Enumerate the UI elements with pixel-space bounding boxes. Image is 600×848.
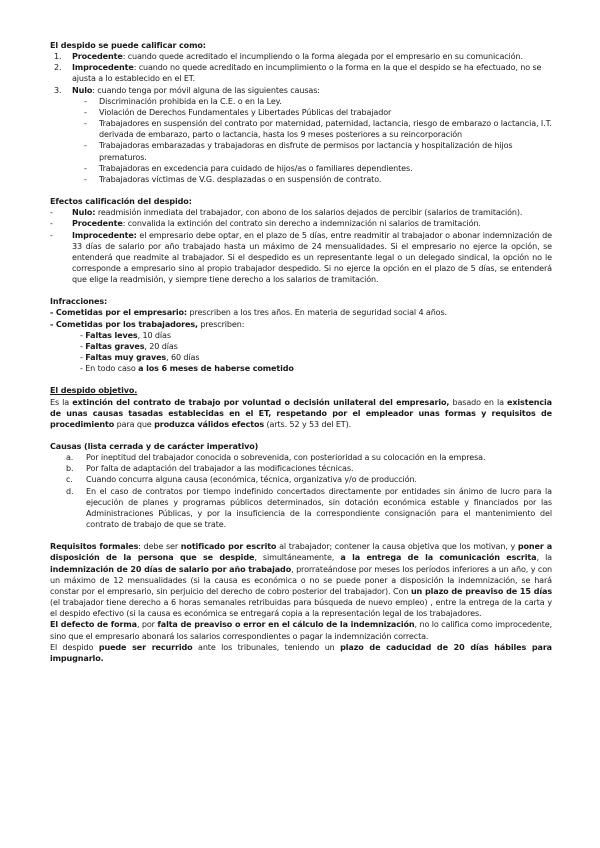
list-item: - Trabajadoras en excedencia para cuidado de hijos/as o familiares dependientes. bbox=[84, 163, 413, 173]
section-title-causas: Causas (lista cerrada y de carácter imperativo) bbox=[50, 442, 259, 451]
section-title-infracciones: Infracciones: bbox=[50, 297, 108, 307]
list-item: - Procedente: convalida la extinción del contrato sin derecho a indemnización ni salarios de tramitación. bbox=[50, 219, 481, 229]
list-item: - Trabajadores en suspensión del contrato por maternidad, paternidad, lactancia, riesgo de embarazo o lactancia, I.T. derivada de embarazo, parto o lactancia, hasta los 9 meses posteriores a su reincorporación bbox=[84, 119, 552, 140]
infracciones-empresario: - Cometidas por el empresario: prescriben a los tres años. En materia de seguridad social 4 años. bbox=[50, 308, 447, 318]
section-title-objetivo: El despido objetivo. bbox=[50, 386, 138, 396]
list-item: - Trabajadoras embarazadas y trabajadoras en disfrute de permisos por lactancia y hospitalización de hijos prematuros. bbox=[84, 141, 513, 162]
section-title-efectos: Efectos calificación del despido: bbox=[50, 197, 192, 207]
list-item: 3. Nulo: cuando tenga por móvil alguna de las siguientes causas: bbox=[54, 85, 320, 95]
list-item: - Faltas graves, 20 días bbox=[80, 341, 178, 351]
objetivo-paragraph: Es la extinción del contrato de trabajo por voluntad o decisión unilateral del empresario, basado en la existencia de unas causas tasadas establecidas en el ET, respetando por el empleador unas formas y requisitos de procedimiento para que produzca válidos efectos (arts. 52 y 53 del ET). bbox=[50, 397, 552, 429]
defecto-forma-paragraph: El defecto de forma, por falta de preaviso o error en el cálculo de la indemnización, no lo califica como improcedente, sino que el empresario abonará los salarios correspondientes o pagar la indemnización correcta. bbox=[50, 620, 553, 641]
section-title-despido: El despido se puede calificar como: bbox=[50, 41, 206, 50]
list-item: - Improcedente: el empresario debe optar, en el plazo de 5 días, entre readmitir al trabajador o abonar indemnización de 33 días de salario por año trabajado hasta un máximo de 24 mensualidades. Si el empresario no ejerce la opción, se entenderá que readmite al trabajador. Si el despedido es un representante legal o un delegado sindical, la opción no le corresponde a empresario sino al propio trabajador despedido. Si no ejerce la opción en el plazo de 5 días, se entenderá que elige la readmisión, y siempre tiene derecho a los salarios de tramitación. bbox=[50, 230, 552, 285]
list-item: a. Por ineptitud del trabajador conocida o sobrevenida, con posterioridad a su colocación en la empresa. bbox=[66, 453, 486, 463]
list-item: - Faltas muy graves, 60 días bbox=[80, 353, 200, 363]
list-item: b. Por falta de adaptación del trabajador a las modificaciones técnicas. bbox=[66, 464, 354, 474]
list-item: - En todo caso a los 6 meses de haberse cometido bbox=[80, 364, 294, 374]
list-item: 2. Improcedente: cuando no quede acreditado en incumplimiento o la forma en la que el despido se ha efectuado, no se ajusta a lo establecido en el ET. bbox=[54, 63, 542, 84]
document-page bbox=[50, 40, 552, 664]
list-item: - Violación de Derechos Fundamentales y Libertades Públicas del trabajador bbox=[84, 107, 392, 117]
recurso-paragraph: El despido puede ser recurrido ante los tribunales, teniendo un plazo de caducidad de 20 días hábiles para impugnarlo. bbox=[50, 642, 552, 663]
list-item: - Nulo: readmisión inmediata del trabajador, con abono de los salarios dejados de percibir (salarios de tramitación). bbox=[50, 208, 523, 218]
list-item: - Trabajadoras víctimas de V.G. desplazadas o en suspensión de contrato. bbox=[84, 174, 382, 184]
requisitos-paragraph: Requisitos formales: debe ser notificado por escrito al trabajador; contener la causa objetiva que los motivan, y poner a disposición de la persona que se despide, simultáneamente, a la entrega de la comunicación escrita, la indemnización de 20 días de salario por año trabajado, prorrateándose por meses los períodos inferiores a un año, y con un máximo de 12 mensualidades (si la causa es económica o no se puede poner a disposición la indemnización, se hará constar por el empresario, sin perjuicio del derecho de cobro posterior del trabajador). Con un plazo de preaviso de 15 días (el trabajador tiene derecho a 6 horas semanales retribuidas para búsqueda de nuevo empleo) , entre la entrega de la carta y el despido efectivo (si la causa es económica se entregará copia a la representación legal de los trabajadores. bbox=[50, 542, 553, 619]
list-item: - Discriminación prohibida en la C.E. o en la Ley. bbox=[84, 96, 282, 106]
list-item: d. En el caso de contratos por tiempo indefinido concertados directamente por entidades sin ánimo de lucro para la ejecución de planes y programas públicos determinados, sin dotación económica estable y financiados por las Administraciones Públicas, y por la insuficiencia de la correspondiente consignación para el mantenimiento del contrato de trabajo de que se trate. bbox=[66, 486, 552, 530]
list-item: - Faltas leves, 10 días bbox=[80, 330, 171, 340]
infracciones-trabajadores: - Cometidas por los trabajadores, prescriben: bbox=[50, 319, 245, 329]
list-item: c. Cuando concurra alguna causa (económica, técnica, organizativa y/o de producción. bbox=[66, 475, 417, 485]
list-item: 1. Procedente: cuando quede acreditado el incumpliendo o la forma alegada por el empresario en su comunicación. bbox=[54, 52, 523, 62]
